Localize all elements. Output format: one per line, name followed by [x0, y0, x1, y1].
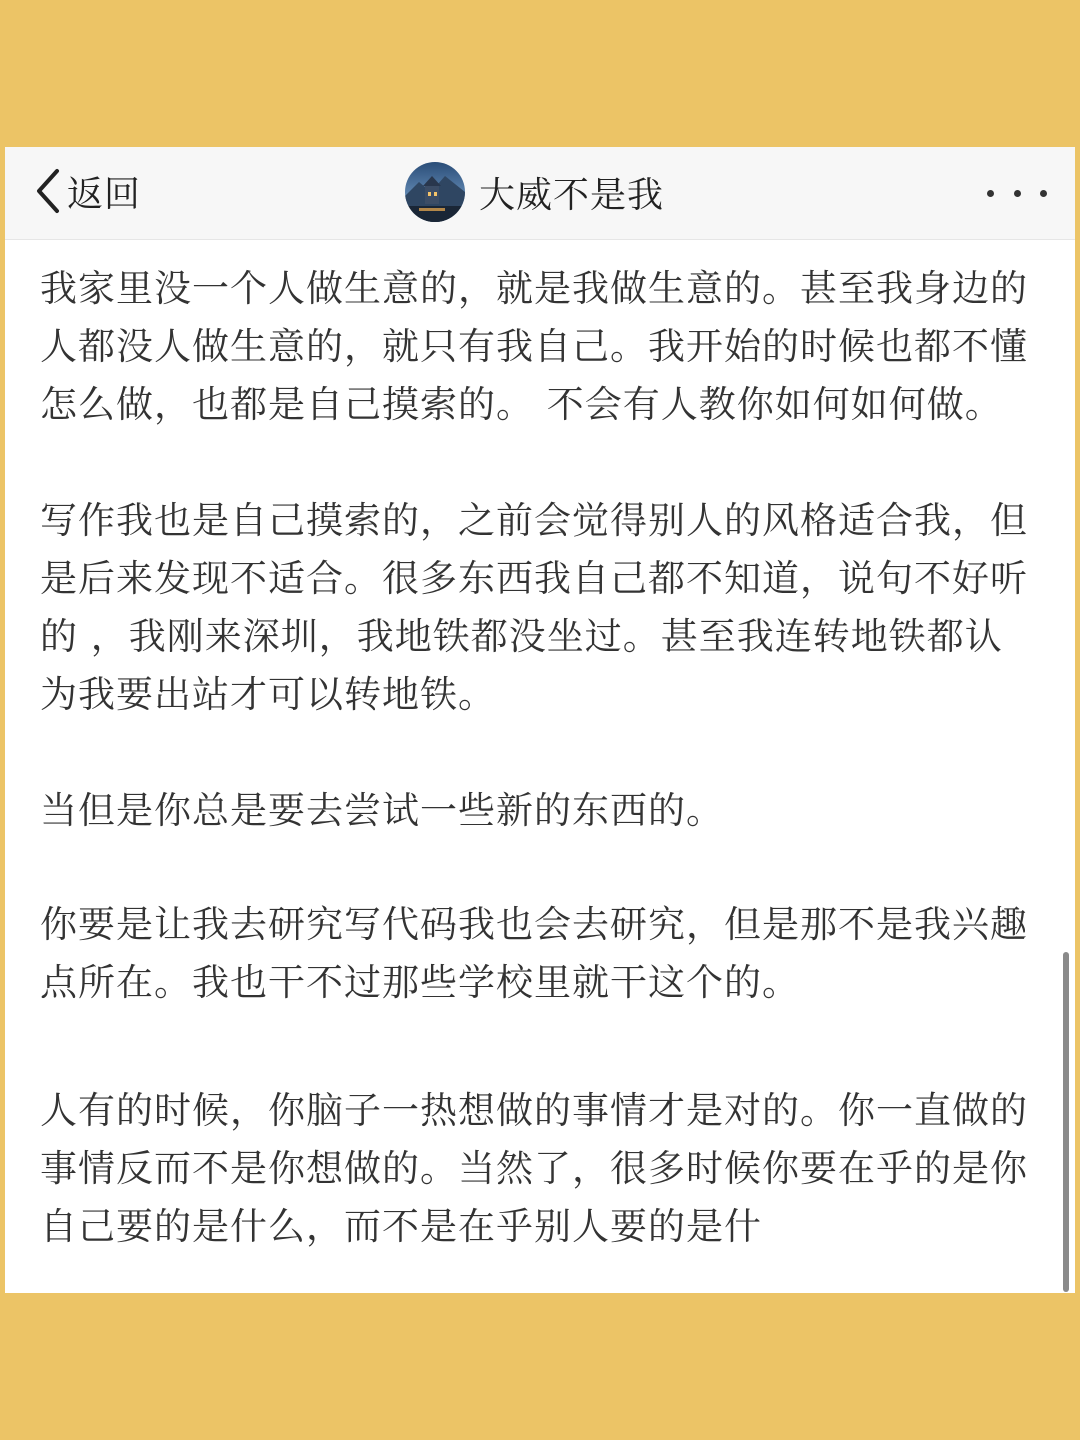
avatar[interactable]: [405, 162, 465, 222]
article-paragraph: 我家里没一个人做生意的，就是我做生意的。甚至我身边的人都没人做生意的，就只有我自己。我开始的时候也都不懂怎么做，也都是自己摸索的。 不会有人教你如何如何做。: [40, 267, 1028, 426]
more-dot-icon: [1040, 190, 1047, 197]
back-label: 返回: [67, 173, 142, 215]
more-dot-icon: [1014, 190, 1021, 197]
app-screen: [5, 147, 1075, 1293]
article-paragraph: 当但是你总是要去尝试一些新的东西的。: [40, 789, 724, 832]
top-nav-bar: [5, 147, 1075, 240]
scrollbar[interactable]: [1063, 952, 1069, 1292]
more-dot-icon: [987, 190, 994, 197]
profile-title[interactable]: [405, 153, 664, 231]
page-title: 大威不是我: [479, 174, 665, 216]
chevron-left-icon: [33, 167, 61, 215]
article-paragraph: 你要是让我去研究写代码我也会去研究，但是那不是我兴趣点所在。我也干不过那些学校里就干这个的。: [40, 903, 1028, 1004]
article-paragraph: 人有的时候，你脑子一热想做的事情才是对的。你一直做的事情反而不是你想做的。当然了，很多时候你要在乎的是你自己要的是什么，而不是在乎别人要的是什: [40, 1089, 1028, 1248]
more-options-button[interactable]: [987, 171, 1047, 215]
back-button[interactable]: [33, 161, 141, 221]
article-paragraph: 写作我也是自己摸索的，之前会觉得别人的风格适合我，但是后来发现不适合。很多东西我自己都不知道，说句不好听的 ，我刚来深圳，我地铁都没坐过。甚至我连转地铁都认为我要出站才可以转地铁。: [40, 499, 1028, 716]
article-body: [40, 260, 1035, 1293]
